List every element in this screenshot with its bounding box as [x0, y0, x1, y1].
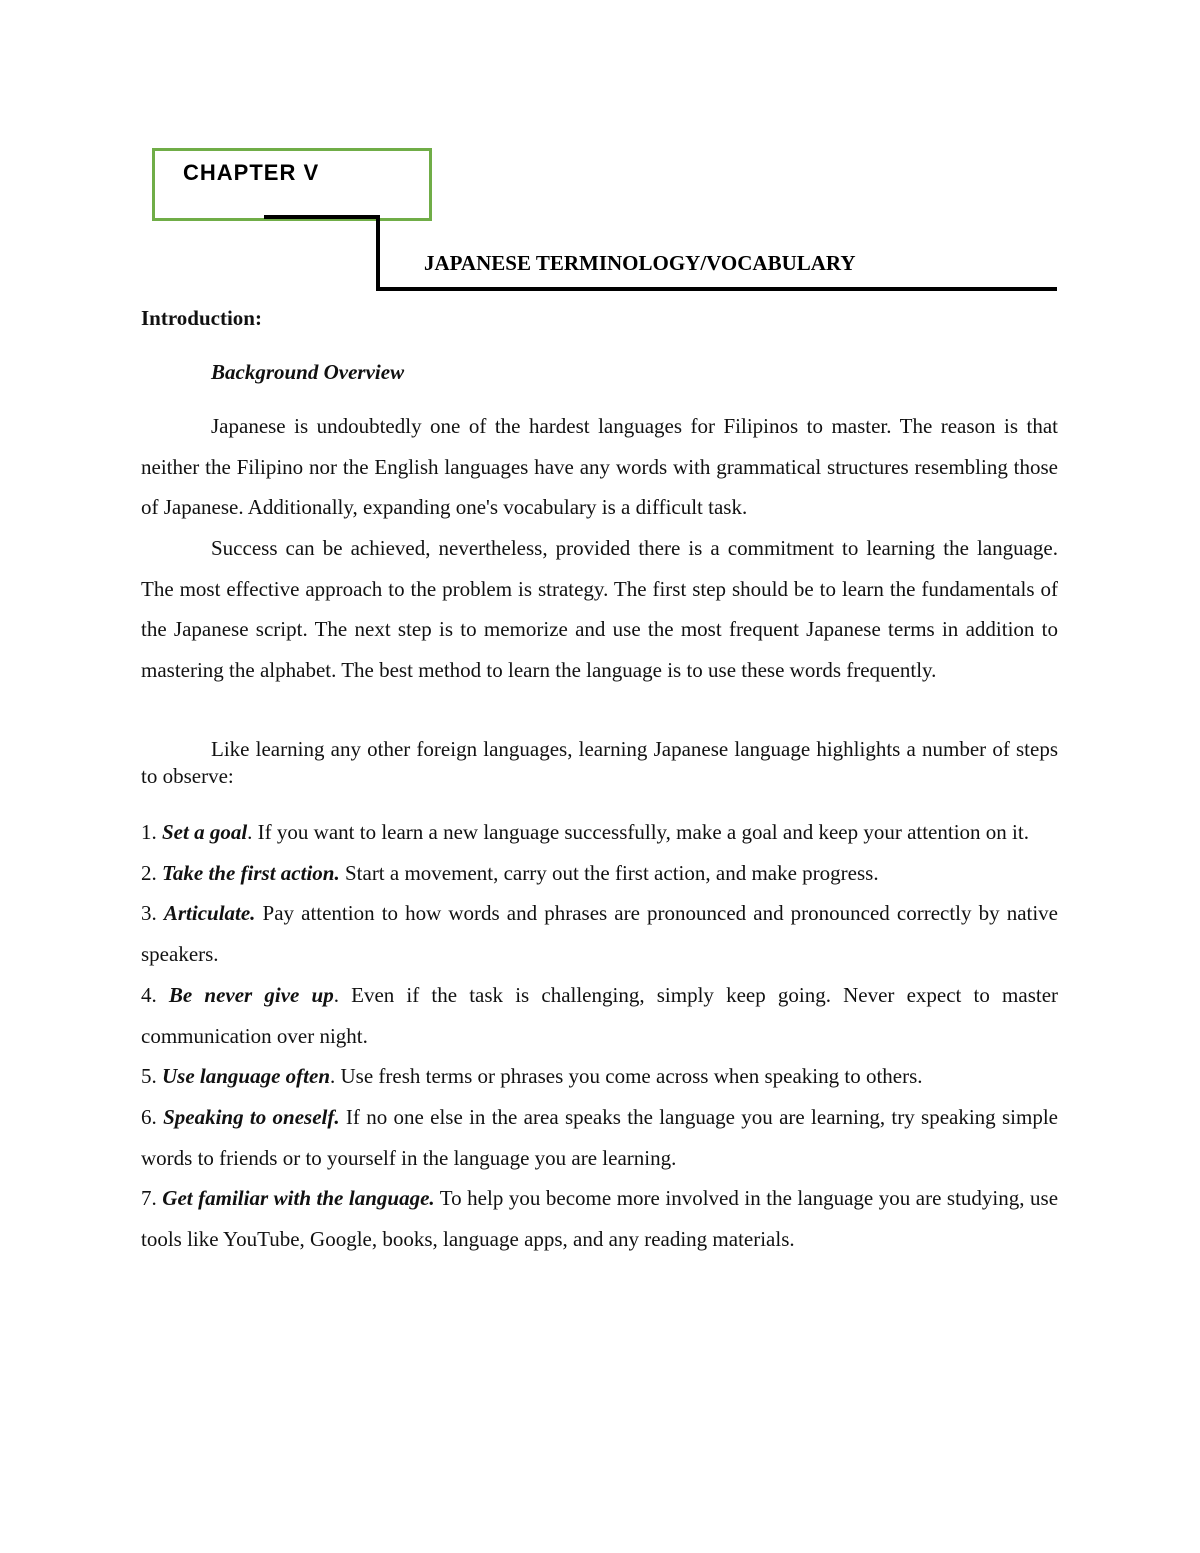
intro-paragraph-1: Japanese is undoubtedly one of the hardest languages for Filipinos to master. The reason is that neither the Filipino nor the English languages have any words with grammatical structures resembling those of Japanese. Additionally, expanding one's vocabulary is a difficult task. [141, 414, 1058, 520]
step-number: 1. [141, 820, 157, 844]
step-number: 7. [141, 1186, 157, 1211]
step-number: 2. [141, 860, 157, 885]
step-number: 3. [141, 901, 157, 926]
step-text: Start a movement, carry out the first action, and make progress. [339, 860, 879, 885]
header-connector-horizontal [264, 215, 380, 219]
introduction-heading: Introduction: [141, 306, 262, 330]
step-title: Take the first action. [162, 860, 340, 885]
list-item [141, 812, 1058, 853]
list-item [141, 1178, 1058, 1259]
list-item [141, 975, 1058, 1056]
chapter-title: JAPANESE TERMINOLOGY/VOCABULARY [424, 251, 856, 275]
step-text: To help you become more involved in the language you are studying, use tools like YouTube, Google, books, language apps, and any reading materials. [141, 1186, 1059, 1252]
step-title: Articulate. [163, 901, 256, 926]
step-text: If no one else in the area speaks the language you are learning, try speaking simple words to friends or to yourself in the language you are learning. [141, 1104, 1058, 1170]
step-title: Set a goal [162, 820, 248, 844]
intro-paragraph-3: Like learning any other foreign languages, learning Japanese language highlights a number of steps to observe: [141, 737, 1058, 788]
title-underline-rule [376, 287, 1057, 291]
step-text: . If you want to learn a new language successfully, make a goal and keep your attention on it. [247, 820, 1029, 844]
list-item [141, 893, 1058, 974]
step-number: 4. [141, 982, 157, 1007]
list-item [141, 1097, 1058, 1178]
header-connector-vertical [376, 215, 380, 291]
step-number: 6. [141, 1104, 157, 1129]
step-text: Pay attention to how words and phrases are pronounced and pronounced correctly by native speakers. [141, 901, 1058, 967]
steps-list [141, 812, 1058, 1260]
chapter-label: CHAPTER V [183, 160, 320, 185]
background-overview-heading: Background Overview [211, 360, 405, 384]
step-title: Use language often [162, 1064, 330, 1089]
step-title: Get familiar with the language. [162, 1186, 435, 1211]
step-number: 5. [141, 1064, 157, 1089]
step-text: . Use fresh terms or phrases you come across when speaking to others. [330, 1064, 923, 1089]
step-text: . Even if the task is challenging, simply keep going. Never expect to master communication over night. [141, 982, 1059, 1048]
step-title: Be never give up [168, 982, 334, 1007]
step-title: Speaking to oneself. [163, 1104, 340, 1129]
list-item [141, 1056, 1058, 1097]
list-item [141, 853, 1058, 894]
intro-paragraph-2: Success can be achieved, nevertheless, provided there is a commitment to learning the language. The most effective approach to the problem is strategy. The first step should be to learn the fundamentals of the Japanese script. The next step is to memorize and use the most frequent Japanese terms in addition to mastering the alphabet. The best method to learn the language is to use these words frequently. [141, 536, 1058, 683]
